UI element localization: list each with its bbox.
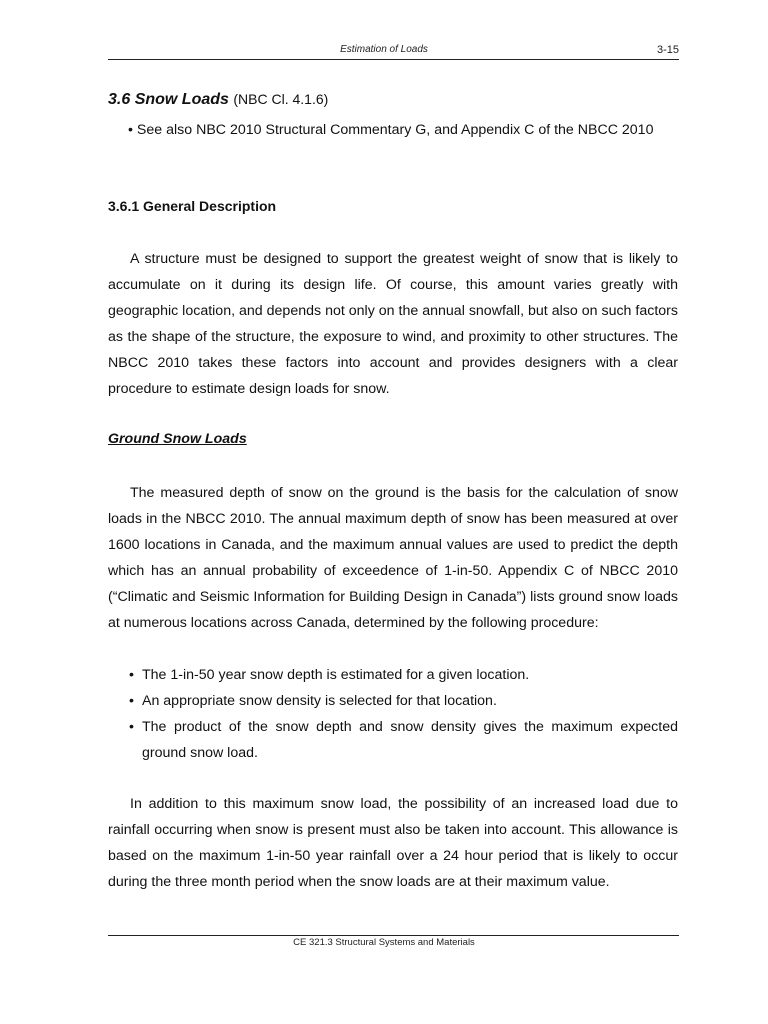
subsection-heading: 3.6.1 General Description [108, 198, 277, 214]
list-item-text: The product of the snow depth and snow density gives the maximum expected ground snow load. [142, 719, 678, 762]
header-rule [108, 59, 679, 60]
general-description-paragraph: A structure must be designed to support the greatest weight of snow that is likely to accumulate on it during its design life. Of course, this amount varies greatly with geographic location, and depends not only on the annual snowfall, but also on such factors as the shape of the structure, the exposure to wind, and proximity to other structures. The NBCC 2010 takes these factors into account and provides designers with a clear procedure to estimate design loads for snow. [108, 251, 678, 398]
bullet-marker: • [129, 667, 134, 683]
list-item-text: An appropriate snow density is selected for that location. [142, 693, 497, 710]
procedure-list [108, 662, 678, 766]
running-header-title: Estimation of Loads [340, 44, 428, 55]
see-also-bullet [128, 117, 678, 143]
list-item [108, 662, 678, 688]
ground-snow-loads-heading: Ground Snow Loads [108, 431, 247, 447]
bullet-marker: • [129, 719, 134, 736]
section-number-title: 3.6 Snow Loads [108, 91, 229, 108]
list-item [108, 714, 678, 766]
list-item [108, 688, 678, 714]
footer-rule [108, 935, 679, 936]
ground-snow-paragraph: The measured depth of snow on the ground is the basis for the calculation of snow loads in the NBCC 2010. The annual maximum depth of snow has been measured at over 1600 locations in Canada, and the maximum annual values are used to predict the depth which has an annual probability of exceedence of 1-in-50. Appendix C of NBCC 2010 (“Climatic and Seismic Information for Building Design in Canada”) lists ground snow loads at numerous locations across Canada, determined by the following procedure: [108, 485, 678, 632]
section-reference: (NBC Cl. 4.1.6) [233, 91, 329, 107]
section-heading [108, 91, 328, 109]
list-item-text: The 1-in-50 year snow depth is estimated for a given location. [142, 667, 530, 683]
bullet-marker: • [128, 122, 133, 138]
running-footer: CE 321.3 Structural Systems and Materials [293, 937, 475, 948]
rainfall-paragraph: In addition to this maximum snow load, the possibility of an increased load due to rainfall occurring when snow is present must also be taken into account. This allowance is based on the maximum 1-in-50 year rainfall over a 24 hour period that is likely to occur during the three month period when the snow loads are at their maximum value. [108, 796, 678, 891]
see-also-text: See also NBC 2010 Structural Commentary G, and Appendix C of the NBCC 2010 [136, 122, 654, 138]
bullet-marker: • [129, 693, 134, 710]
page-number: 3-15 [656, 44, 679, 56]
